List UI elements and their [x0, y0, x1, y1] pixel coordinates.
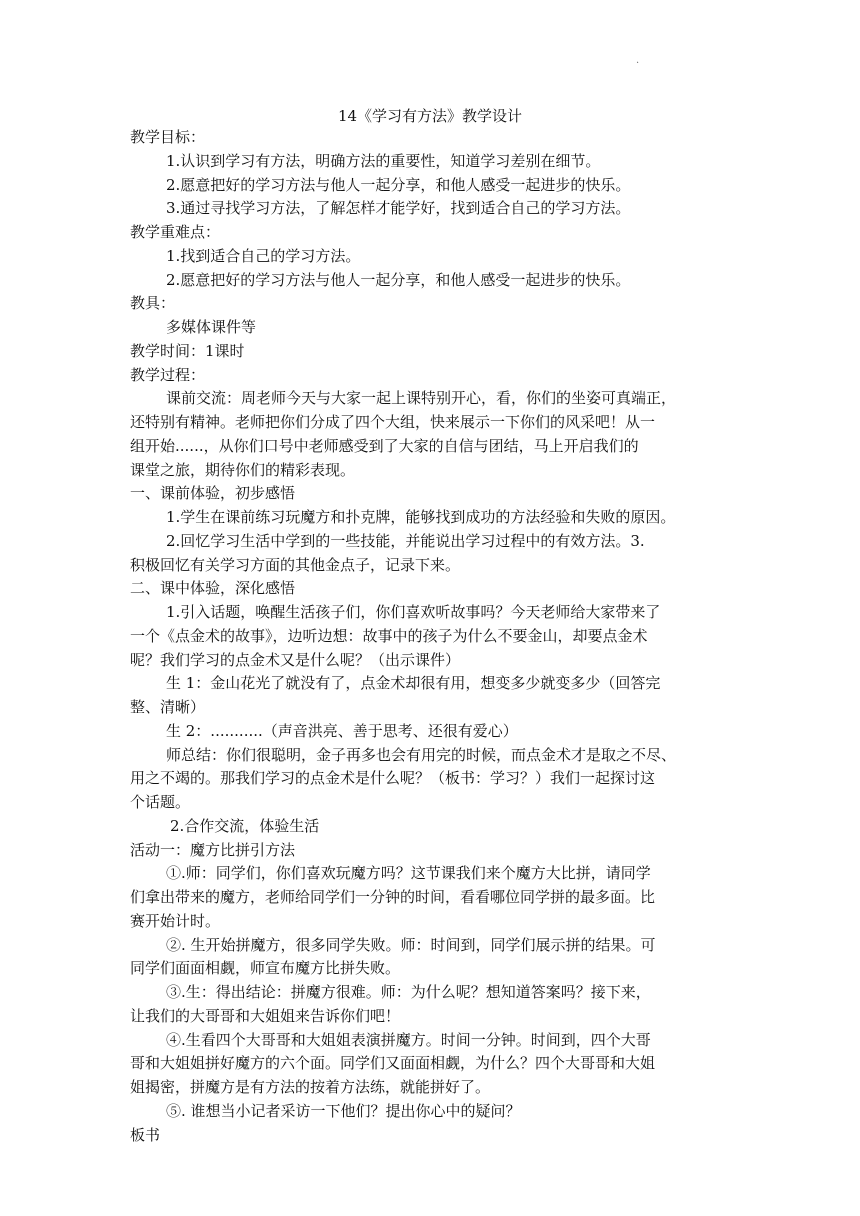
text-line: 一、课前体验，初步感悟 — [130, 484, 296, 503]
text-line: 让我们的大哥哥和大姐姐来告诉你们吧！ — [130, 1006, 401, 1025]
text-line: 同学们面面相觑，师宣布魔方比拼失败。 — [130, 959, 401, 978]
text-line: 还特别有精神。老师把你们分成了四个大组，快来展示一下你们的风采吧！从一 — [130, 413, 656, 431]
text-line: ⑤. 谁想当小记者采访一下他们？提出你心中的疑问？ — [166, 1101, 521, 1120]
text-line: 课前交流：周老师今天与大家一起上课特别开心，看，你们的坐姿可真端正， — [166, 389, 677, 408]
text-line: ④.生看四个大哥哥和大姐姐表演拼魔方。时间一分钟。时间到，四个大哥 — [166, 1030, 651, 1049]
text-line: 组开始......，从你们口号中老师感受到了大家的自信与团结，马上开启我们的 — [130, 436, 639, 455]
text-line: 积极回忆有关学习方面的其他金点子，记录下来。 — [130, 555, 461, 574]
text-line: 3.通过寻找学习方法，了解怎样才能学好，找到适合自己的学习方法。 — [166, 199, 631, 218]
text-line: 师总结：你们很聪明，金子再多也会有用完的时候，而点金术才是取之不尽、 — [166, 745, 677, 764]
text-line: 2.愿意把好的学习方法与他人一起分享，和他人感受一起进步的快乐。 — [166, 270, 631, 289]
text-line: 1.引入话题，唤醒生活孩子们，你们喜欢听故事吗？今天老师给大家带来了 — [166, 603, 661, 621]
text-line: ③.生：得出结论：拼魔方很难。师：为什么呢？想知道答案吗？接下来， — [166, 983, 651, 1001]
text-line: 2.合作交流，体验生活 — [170, 816, 320, 835]
text-line: 教学时间：1课时 — [130, 341, 245, 360]
text-line: ①.师：同学们，你们喜欢玩魔方吗？这节课我们来个魔方大比拼，请同学 — [166, 864, 651, 883]
text-line: 呢？我们学习的点金术又是什么呢？（出示课件） — [130, 650, 461, 669]
text-line: 赛开始计时。 — [130, 911, 221, 930]
text-line: ②. 生开始拼魔方，很多同学失败。师：时间到，同学们展示拼的结果。可 — [166, 935, 656, 954]
document-title: 14《学习有方法》教学设计 — [337, 107, 523, 125]
text-line: 多媒体课件等 — [166, 318, 257, 336]
text-line: 生 1：金山花光了就没有了，点金术却很有用，想变多少就变多少（回答完 — [166, 674, 661, 693]
text-line: 活动一：魔方比拼引方法 — [130, 840, 296, 859]
text-line: 2.回忆学习生活中学到的一些技能，并能说出学习过程中的有效方法。3. — [166, 531, 645, 550]
document-body — [130, 126, 740, 1147]
text-line: 2.愿意把好的学习方法与他人一起分享，和他人感受一起进步的快乐。 — [166, 175, 631, 194]
page-mark: · — [636, 58, 640, 69]
text-line: 个话题。 — [130, 793, 191, 811]
text-line: 姐揭密，拼魔方是有方法的按着方法练，就能拼好了。 — [130, 1078, 491, 1096]
text-line: 1.认识到学习有方法，明确方法的重要性，知道学习差别在细节。 — [166, 151, 601, 170]
text-line: 教学重难点： — [130, 223, 221, 241]
text-line: 一个《点金术的故事》，边听边想：故事中的孩子为什么不要金山，却要点金术 — [130, 626, 648, 645]
text-line: 教具： — [130, 294, 176, 313]
text-line: 用之不竭的。那我们学习的点金术是什么呢？（板书：学习？）我们一起探讨这 — [130, 769, 656, 788]
text-line: 教学过程： — [130, 365, 206, 384]
text-line: 哥和大姐姐拼好魔方的六个面。同学们又面面相觑，为什么？四个大哥哥和大姐 — [130, 1054, 656, 1073]
text-line: 1.学生在课前练习玩魔方和扑克牌，能够找到成功的方法经验和失败的原因。 — [166, 508, 676, 526]
text-line: 们拿出带来的魔方，老师给同学们一分钟的时间，看看哪位同学拼的最多面。比 — [130, 888, 656, 906]
text-line: 生 2：...........（声音洪亮、善于思考、还很有爱心） — [166, 721, 518, 740]
text-line: 1.找到适合自己的学习方法。 — [166, 246, 361, 265]
text-line: 课堂之旅，期待你们的精彩表现。 — [130, 460, 356, 479]
text-line: 整、清晰） — [130, 698, 206, 716]
text-line: 教学目标： — [130, 128, 206, 146]
text-line: 板书 — [130, 1125, 161, 1144]
text-line: 二、课中体验，深化感悟 — [130, 579, 296, 598]
